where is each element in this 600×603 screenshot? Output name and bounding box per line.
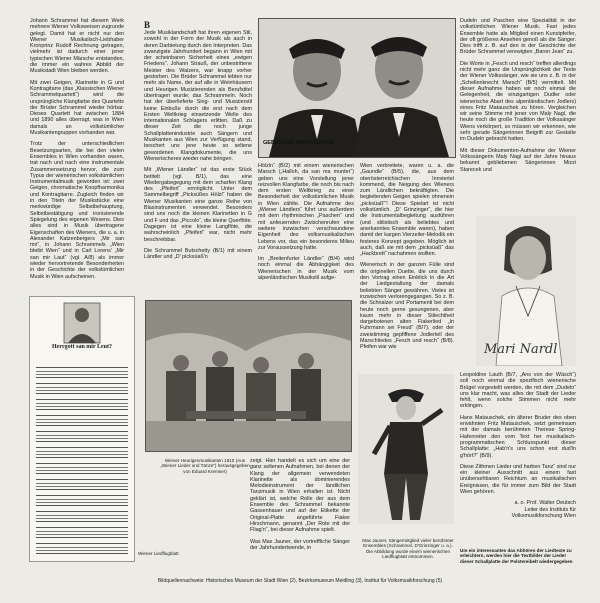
liedflugblatt-caption: Wiener Liedflugblatt <box>138 551 179 556</box>
paragraph: Im „Breitenfurter Ländler“ (B/4) wird noch einmal die Abhängigkeit des Wienerischen in der Musik vom alpenländischen Musikstil aufge- <box>258 256 354 282</box>
paragraph: Mit „Wiener Ländler“ ist das erste Stück betitelt (vgl. B/1), das eine Wiedergabegegung mit dem scharfen Klang des „Pfeiferl“ ermöglicht. Unter dem Sammelbegriff „Picksüßes Hölzl“ haben die Wiener Musikanten eine ganze Reihe von Blasinstrumenten verwendet. Besonders sind uns noch die kleinen Klarinetten in G und F und das „Piccolo“, die kleine Querflöte. Dagegen ist eine kleine Langflöte, die wahrscheinlich „Pfeiferl“ war, nicht mehr beschreibbar. <box>144 167 252 243</box>
heurigen-caption: Wiener Heurigenmusikanten 1910 (Aus „Wiener Lieder und Tänze“) herausgegeben von Eduard Kremser) <box>160 458 250 474</box>
paragraph: Wienerisch in der ganzen Fülle sind die originellen Duette, die uns durch den Vortrag einen Einblick in die Art der Liedgestaltung der damals beliebten Sänger gewähren. Vieles ist inzwischen verlorengegangen. So z. B. die Schnalzer und Portamenti bei dem heute noch gerne gesungenen, aber kaum mehr in dieser Stilechtheit dargebotenen alten Fiakerlied „In Fuhrmann sei Freud“ (B/7), oder der zweistimmig gepfiffene Jodlertell des Marschliedes „Fesch und resch“ (B/8). Pfeifen war wie <box>360 262 454 351</box>
handwritten-signature: Mari Nardl <box>484 342 558 357</box>
text-column-1 <box>30 18 124 285</box>
text-column-2 <box>144 30 252 265</box>
paragraph: zeigt. Hier handelt es sich um eine der ganz seltenen Aufnahmen, bei denen der Klang der allgemein verwendeten Klarinette als dominierendes Melodieinstrument der ländlichen Tanzmusik in Wien erhalten ist. Nicht geklärt ist, welche Rolle der aus dem Ensemble des Schrammel bekannte Gassenhauer und auf der Etikette der Original-Platte angeführte Fiaker Hirschmann, genannt „Der Rote mit der Fliag'n“, bei dieser Aufnahme spielt. <box>250 458 350 534</box>
liedflugblatt-image <box>29 296 135 562</box>
paragraph: Jede Musiklandschaft hat ihren eigenen Stil, sowohl in der Form der Musik als auch in deren Darbietung durch den Interpreten. Das zwanzigste Jahrhundert begann in Wien mit der scheinbaren Sicherheit eines „ewigen Friedens“. Johann Strauß, der unbestrittene Meister des Walzers, war knapp vorher gestorben. Die Brüder Schrammel lebten nur mehr als Name, der auf alle in Weinhäusern und Heurigen Musizierenden als Berufstitel übertragen wurde; das Schrammeln. Noch hat der überlieferte Sing- und Musizierstil keine Einbuße durch die erst nach dem Ersten Weltkrieg einsetzende Welle des internationalen Schlagers erlitten. Daß zu dieser Zeit die noch junge Schallplattenindustrie auch Sängern und Musikanten aus Wien zur Verfügung stand, beschert uns jene heute so seltene gewordenen Klangdokumente, die uns Wienerischeres wieder nahe bringen. <box>144 30 252 162</box>
paragraph: Hans Matauschek, ein älterer Bruder des oben erwähnten Fritz Matauschek, setzt gemeinsam mit der damals berühmten Therese Spring-Hafenreiter den vom Text her musikalisch-programmatischen Schlusspunkt dieser Schallplatte: „Hab'n's uns schon erst dud'ln g'hört?“ (B/9). <box>460 414 576 459</box>
text-column-6 <box>460 372 576 519</box>
paragraph: Dudeln und Paschen eine Spezialität in der volkstümlichen Wiener Musik. Fast jedes Ensemble hatte als Mitglied einen Kunstpfeifer, der oft größeres Ansehen genoß als die Sänger. Dies trifft z. B. auf den in der Geschichte der Brüder Schrammel verewigten „Baron Jean“ zu. <box>460 18 576 56</box>
maly-nagl-portrait <box>476 216 576 366</box>
singer-caption: Max Jauner, Sängermitglied vieler berühmter Ensembles (Schrammel, D'Grinzinger u. a.). Die Abbildung wurde einem wienerischen Liedflugblatt entnommen. <box>362 538 454 560</box>
image-credits-footer: Bildquellennachweis: Historisches Museum der Stadt Wien (2), Bezirksmuseum Meidling (3), Institut für Volksmusikforschung (5) <box>157 578 443 584</box>
photo-caption: GEBRÜDER MATAUSCHEK <box>263 140 335 146</box>
paragraph: Trotz der unterschiedlichen Besetzungsarten, die bei den vielen Ensembles in Wien vorhanden waren, trat nach und nach eine instrumentale Zusammensetzung hervor, die zum Typus der wienerischen volkstümlichen Instrumentalmusik geworden ist: zwei Geigen, chromatische Knopfharmonika und Kontragitarre. Zugleich finden wir in den Titeln der Musikstücke eine merkwürdige Selbstbehauptung, Selbstbestätigung und ironisierende Spiegelung des eigenen Wesens. Dies alles sind in Musik übertragene Eigenschaften des Wieners, die u. a. in Alexander Katzenbergers „Mir san mir“, in Johann Schrammels „Wien bleibt Wien“ und in Carl Lorens' „Mir san mir Laut“ (vgl. A/8) als immer wieder hervortretende Besonderheiten in der Geschichte der volkstümlichen Musik in Wien aufscheinen. <box>30 141 124 280</box>
paragraph: Was Max Jauner, der vortreffliche Sänger der Jahrhundertwende, in <box>250 538 350 551</box>
author-role: Leiter des Instituts für <box>524 506 576 513</box>
paragraph: Leopoldine Lauth (B/7, „Ans von der Wäsch“) soll noch einmal die spezifisch wienerische Brügel vorgestellt werden, die mit dem „Dudeln“ uns klar macht, was alles der Stadt der Lieder fehlt, wenn solche Stimmen nicht mehr erklingen. <box>460 372 576 410</box>
paragraph: Diese Zithmen Lieder und harben Tanz“ sind nur ein kleiner Ausschnitt aus einem fast unübersehbaren Reichtum an musikalischen Ereignissen, die für immer zum Bild der Stadt Wien gehören. <box>460 463 576 496</box>
text-column-4 <box>360 163 454 356</box>
paragraph: Mit dieser Dokumenten-Aufnahme der Wiener Volkssängerin Maly Nagl auf der Jahre hinaus bekannt gebliebenen Sängerinnen Mizzi Starecek und <box>460 147 576 173</box>
singer-illustration <box>358 374 454 524</box>
matauschek-brothers-photo <box>258 18 456 158</box>
lyrics-note: Um ein interessantes das Abhören der Liedtexte zu erleichtern, werden hier die Textbilder der Lieder dieser Schallplatte der Polstereibelt wiedergegeben <box>460 548 573 564</box>
paragraph: Die Worte in „Fesch und resch“ treffen allerdings nicht mehr ganz die Ursprünglichkeit der Texte der Wiener Volkssänger, wie sie uns z. B. in der „Schellenknecht Marsch“ (B/5) vermittelt. Mit dieser Aufnahme haben wir noch einmal die Gelegenheit, die einzigartigen Dudler oder wienerische Abart des alpenländischen Jodlers) eines Fritz Matauschek zu hören. Vergleichen wir seine Stimme mit jener von Maly Nagl, die heute noch die große Tradition der Volkssänger Wiens verkörpert, so müssen wir erkennen, wie sehr gerade Sängerinnen Beigrift zur Gestalte im Dudeln gebracht hatten. <box>460 60 576 143</box>
author-name: a. o. Prof. Walter Deutsch <box>514 500 576 507</box>
text-column-5 <box>460 18 576 178</box>
paragraph: Wien verbreitete, waren u. a. die „Gaundle“ (B/5), die, aus dem oberösterreichischen Innviertel kommend, die Neigung des Wieners zum Ländlichen bekräftigten. Die begleitenden Geigen spielen ohnenein „picksüaß'“! Diese Spielart ist nicht volkstümlich. „D' Grinzinger“, die hier die Instrumentalbegleitung ausführen (und stilistisch als beliebtes und anerkanntes Ensemble waren), haben damit der kargen Vierzeiler-Melodik ein festeres Konzept gegeben. Möglich ist auch, daß sie mit dem „picksüaß“ das „Hackbrett“ nachahmen wollten. <box>360 163 454 258</box>
paragraph: Hölzln“ (B/2) mit einem wienerischen Marsch („Halloh, da san ma munter“) geben uns eine Vorstellung jener reizvollen Klangfarbe, die noch bis nach dem ersten Weltkrieg zu einer Besonderheit der volkstümlichen Musik in Wien zählte. Die Aufnahme des „Wiener Ländlers“ führt uns außerdem mit dem rhythmischen „Paschen“ und mit anfeuernden Zwischenrufen eine weitere inzwischen verschwundene Eigenheit des volksmusikalischen Lebens vor, das ein besonderes Milieu zur Voraussetzung hatte. <box>258 163 354 251</box>
paragraph: Die Schrammel Butschetty (B/1) mit einem Ländler und „D' picksüaß'n <box>144 247 252 261</box>
text-column-middle <box>250 458 350 556</box>
author-institution: Volksmusikforschung Wien <box>511 512 576 519</box>
paragraph: Johann Schrammel hat diesem Werk mehrere Wiener Volksweisen zugrunde gelegt. Damit hat er nicht nur den Wiener Musikalisch-Liebhaber Kronprinz Rudolf Rechnung getragen, vielmehr ist dadurch einer jener typischen Wiener Märsche entstanden, die immer ein wahres Abbild der Musikstadt Wien bleiben werden. <box>30 18 124 75</box>
sheet-title: Herrgott san mir Leut? <box>51 344 113 350</box>
text-column-3 <box>258 163 354 286</box>
paragraph: Mit zwei Geigen, Klarinette in G und Kontragitarre (das „Klassischen Wiener Schrammelquartett“) wird die ursprüngliche Klangfarbe des Quartetts der Brüder Schrammel wieder hörbar. Dieses Quartett hat zwischen 1884 und 1890 alles überragt, was in Wien damals an volkstümlicher Musikantengruppen vorhanden war. <box>30 79 124 137</box>
section-letter: B <box>144 20 151 30</box>
heurigen-musicians-photo <box>145 300 352 452</box>
